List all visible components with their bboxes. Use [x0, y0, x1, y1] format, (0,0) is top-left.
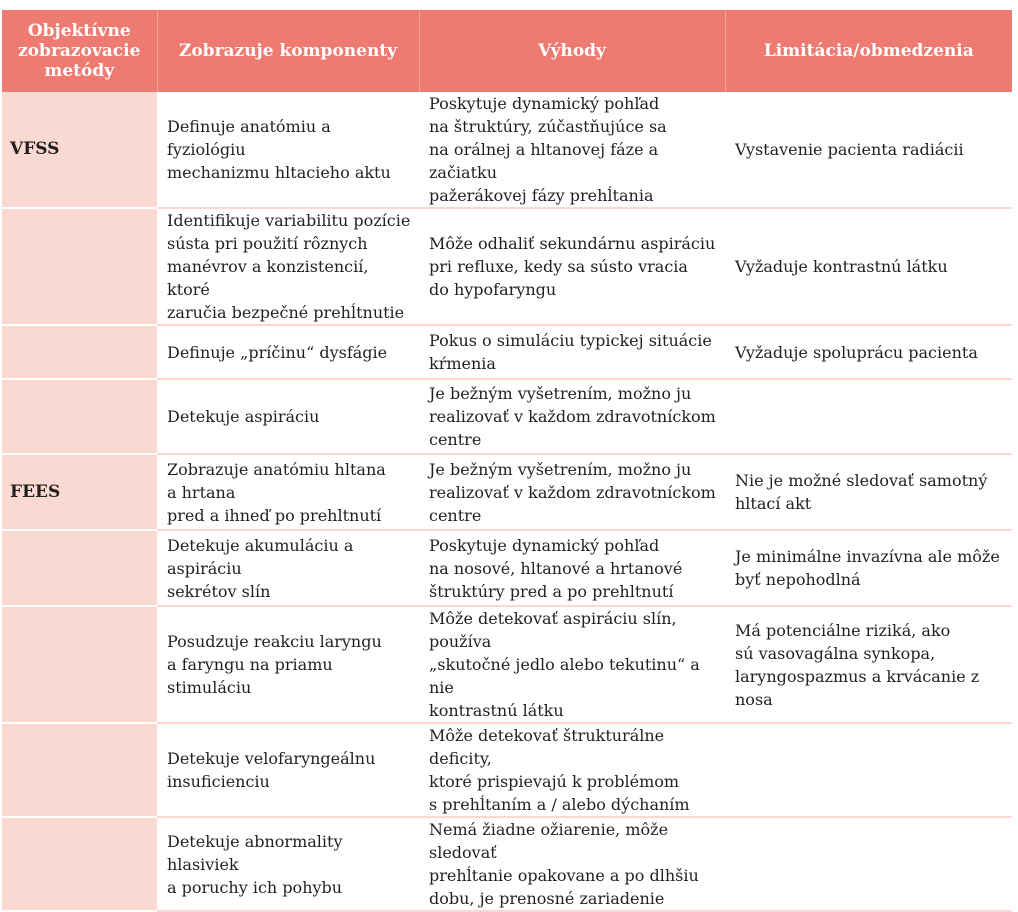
advantages-cell: Poskytuje dynamický pohľad na štruktúry, zúčastňujúce sa na orálnej a hltanovej fáze a začiatku pažerákovej fázy prehĺtania	[419, 92, 725, 208]
limitations-cell	[725, 379, 1012, 454]
table-row	[2, 454, 1012, 530]
table-row	[2, 208, 1012, 325]
limitations-cell: Má potenciálne riziká, ako sú vasovagálna synkopa, laryngospazmus a krvácanie z nosa	[725, 606, 1012, 723]
method-label	[2, 379, 157, 454]
method-label: FEES	[2, 454, 157, 530]
advantages-cell: Poskytuje dynamický pohľad na nosové, hltanové a hrtanové štruktúry pred a po prehltnutí	[419, 530, 725, 606]
advantages-cell: Môže odhaliť sekundárnu aspiráciu pri refluxe, kedy sa sústo vracia do hypofaryngu	[419, 208, 725, 325]
limitations-cell: Je minimálne invazívna ale môže byť nepohodlná	[725, 530, 1012, 606]
method-label: VFSS	[2, 92, 157, 208]
limitations-cell	[725, 723, 1012, 817]
table-row	[2, 817, 1012, 911]
method-label	[2, 723, 157, 817]
advantages-cell: Pokus o simuláciu typickej situácie kŕmenia	[419, 325, 725, 379]
header-components: Zobrazuje komponenty	[157, 10, 419, 92]
advantages-cell: Môže detekovať štrukturálne deficity, ktoré prispievajú k problémom s prehĺtaním a / alebo dýchaním	[419, 723, 725, 817]
table-row	[2, 530, 1012, 606]
components-cell: Detekuje velofaryngeálnu insuficienciu	[157, 723, 419, 817]
components-cell: Detekuje abnormality hlasiviek a poruchy ich pohybu	[157, 817, 419, 911]
header-methods: Objektívne zobrazovacie metódy	[2, 10, 157, 92]
header-advantages: Výhody	[419, 10, 725, 92]
limitations-cell: Nie je možné sledovať samotný hltací akt	[725, 454, 1012, 530]
method-label	[2, 817, 157, 911]
components-cell: Definuje anatómiu a fyziológiu mechanizmu hltacieho aktu	[157, 92, 419, 208]
table-body	[2, 92, 1012, 911]
components-cell: Zobrazuje anatómiu hltana a hrtana pred a ihneď po prehltnutí	[157, 454, 419, 530]
table-header	[2, 10, 1012, 92]
method-label	[2, 208, 157, 325]
limitations-cell: Vyžaduje spoluprácu pacienta	[725, 325, 1012, 379]
comparison-table	[2, 10, 1012, 912]
method-label	[2, 530, 157, 606]
table-row	[2, 379, 1012, 454]
limitations-cell: Vystavenie pacienta radiácii	[725, 92, 1012, 208]
table-row	[2, 325, 1012, 379]
advantages-cell: Je bežným vyšetrením, možno ju realizovať v každom zdravotníckom centre	[419, 379, 725, 454]
table-row	[2, 606, 1012, 723]
components-cell: Detekuje akumuláciu a aspiráciu sekrétov slín	[157, 530, 419, 606]
header-row	[2, 10, 1012, 92]
table-row	[2, 92, 1012, 208]
header-limitations: Limitácia/obmedzenia	[725, 10, 1012, 92]
limitations-cell: Vyžaduje kontrastnú látku	[725, 208, 1012, 325]
limitations-cell	[725, 817, 1012, 911]
components-cell: Detekuje aspiráciu	[157, 379, 419, 454]
table-row	[2, 723, 1012, 817]
components-cell: Definuje „príčinu“ dysfágie	[157, 325, 419, 379]
advantages-cell: Je bežným vyšetrením, možno ju realizovať v každom zdravotníckom centre	[419, 454, 725, 530]
components-cell: Posudzuje reakciu laryngu a faryngu na priamu stimuláciu	[157, 606, 419, 723]
method-label	[2, 325, 157, 379]
advantages-cell: Nemá žiadne ožiarenie, môže sledovať prehĺtanie opakovane a po dlhšiu dobu, je prenosné zariadenie	[419, 817, 725, 911]
advantages-cell: Môže detekovať aspiráciu slín, používa „skutočné jedlo alebo tekutinu“ a nie kontrastnú látku	[419, 606, 725, 723]
method-label	[2, 606, 157, 723]
components-cell: Identifikuje variabilitu pozície sústa pri použití rôznych manévrov a konzistencií, ktoré zaručia bezpečné prehĺtnutie	[157, 208, 419, 325]
